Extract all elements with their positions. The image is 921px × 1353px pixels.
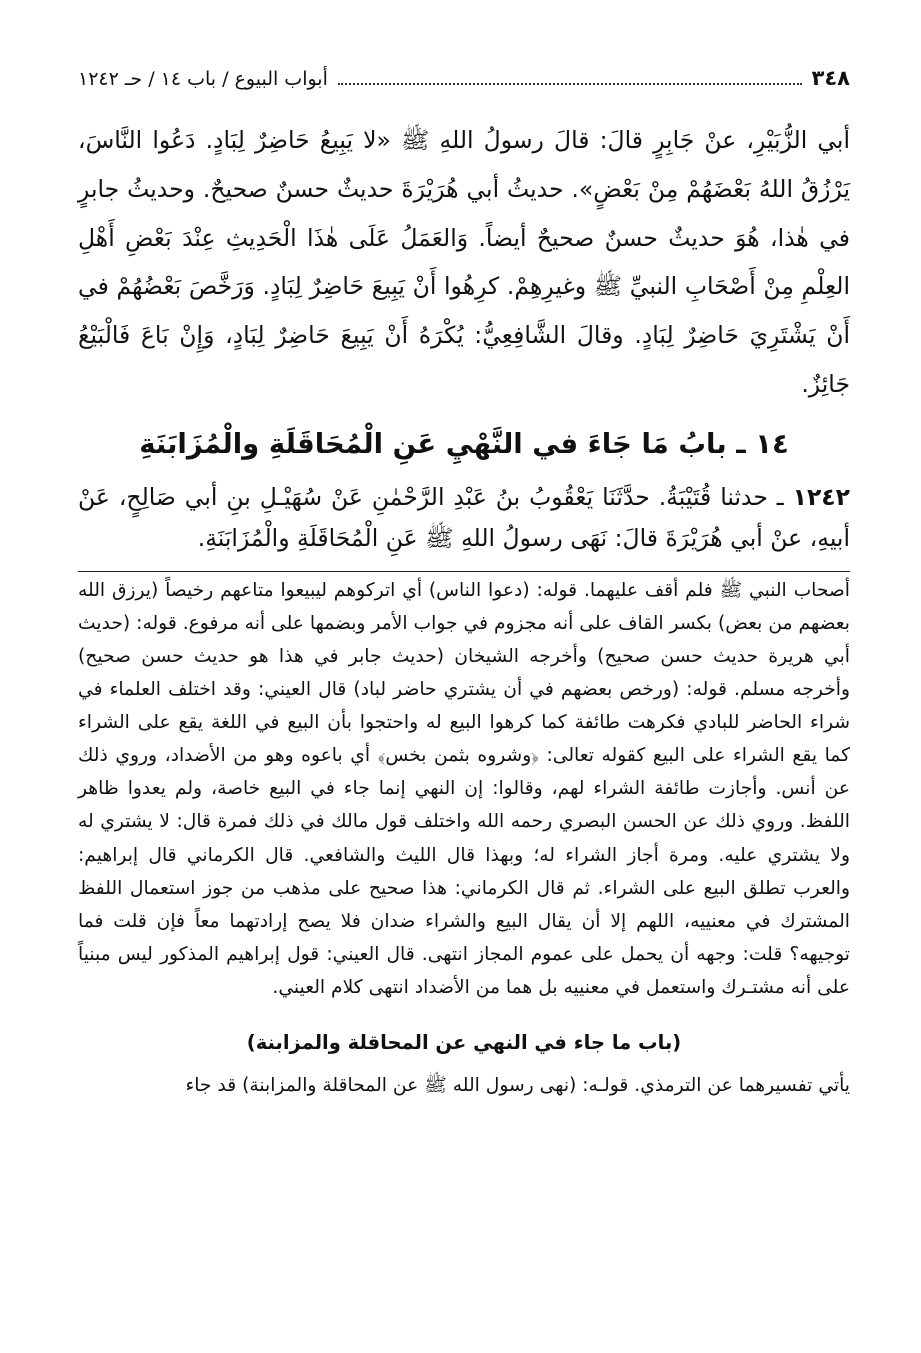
footnote-separator <box>78 571 850 572</box>
commentary-tail: يأتي تفسيرهما عن الترمذي. قولـه: (نهى رسول الله ﷺ عن المحاقلة والمزابنة) قد جاء <box>185 1075 850 1096</box>
book-page <box>78 66 850 1306</box>
header-dotted-leader <box>338 69 802 85</box>
page-number: ٣٤٨ <box>811 66 850 90</box>
commentary-text: أصحاب النبي ﷺ فلم أقف عليهما. قوله: (دعوا الناس) أي اتركوهم ليبيعوا متاعهم رخيصاً (يرزق الله بعضهم من بعض) بكسر القاف على أنه مجزوم في جواب الأمر وبضمها على أنه مرفوع. قوله: (حديث أبي هريرة حديث حسن صحيح) وأخرجه الشيخان (حديث جابر في هذا هو حديث حسن صحيح) وأخرجه مسلم. قوله: (ورخص بعضهم في أن يشتري حاضر لباد) قال العيني: وقد اختلف العلماء في شراء الحاضر للبادي فكرهت طائفة كما كرهوا البيع له واحتجوا بأن البيع في اللغة يقع على الشراء كما يقع الشراء على البيع كقوله تعالى: ﴿وشروه بثمن بخس﴾ أي باعوه وهو من الأضداد، وروي ذلك عن أنس. وأجازت طائفة الشراء لهم، وقالوا: إن النهي إنما جاء في البيع خاصة، ولم يعدوا ظاهر اللفظ. وروي ذلك عن الحسن البصري رحمه الله واختلف قول مالك في ذلك فمرة قال: لا يشتري له ولا يشتري عليه. ومرة أجاز الشراء له؛ وبهذا قال الليث والشافعي. قال الكرماني قال إبراهيم: والعرب تطلق البيع على الشراء. ثم قال الكرماني: هذا صحيح على مذهب من جوز استعمال اللفظ المشترك في معنييه، اللهم إلا أن يقال البيع والشراء ضدان فلا يصح إرادتهما معاً فإن قلت فما توجيهه؟ قلت: وجهه أن يحمل على عموم المجاز انتهى. قال العيني: قول إبراهيم المذكور ليس مبنياً على أنه مشتـرك واستعمل في معنييه بل هما من الأضداد انتهى كلام العيني. <box>78 579 850 998</box>
hadith-number: ١٢٤٢ <box>792 482 850 511</box>
page-header <box>78 66 850 100</box>
main-hadith-text: أبي الزُّبَيْرِ، عنْ جَابِرٍ قالَ: قالَ رسولُ اللهِ ﷺ «لا يَبِيعُ حَاضِرٌ لِبَادٍ. دَعُوا النَّاسَ، يَرْزُقُ اللهُ بَعْضَهُمْ مِنْ بَعْضٍ». حديثُ أبي هُرَيْرَةَ حديثٌ حسنٌ صحيحٌ. وحديثُ جابرٍ في هٰذا، هُوَ حديثٌ حسنٌ صحيحٌ أيضاً. وَالعَمَلُ عَلَى هٰذَا الْحَدِيثِ عِنْدَ بَعْضِ أَهْلِ العِلْمِ مِنْ أَصْحَابِ النبيِّ ﷺ وغيرِهِمْ. كرِهُوا أَنْ يَبِيعَ حَاضِرٌ لِبَادٍ. وَرَخَّصَ بَعْضُهُمْ في أَنْ يَشْتَرِيَ حَاضِرٌ لِبَادٍ. وقالَ الشَّافِعِيُّ: يُكْرَهُ أَنْ يَبِيعَ حَاضِرٌ لِبَادٍ، وَإِنْ بَاعَ فَالْبَيْعُ جَائِزٌ. <box>78 126 850 398</box>
running-title: أبواب البيوع / باب ١٤ / حـ ١٢٤٢ <box>78 68 328 90</box>
commentary-heading: (باب ما جاء في النهي عن المحاقلة والمزابنة) <box>246 1031 682 1054</box>
hadith-text: ـ حدثنا قُتَيْبَةُ. حدَّثَنَا يَعْقُوبُ بنُ عَبْدِ الرَّحْمٰنِ عَنْ سُهَيْـلِ بنِ أبي صَالِحٍ، عَنْ أبيهِ، عنْ أبي هُرَيْرَةَ قالَ: نَهَى رسولُ اللهِ ﷺ عَنِ الْمُحَاقَلَةِ والْمُزَابَنَةِ. <box>78 482 850 552</box>
chapter-heading: ١٤ ـ بابُ مَا جَاءَ في النَّهْيِ عَنِ الْمُحَاقَلَةِ والْمُزَابَنَةِ <box>139 427 789 460</box>
hadith-paragraph <box>78 477 850 559</box>
